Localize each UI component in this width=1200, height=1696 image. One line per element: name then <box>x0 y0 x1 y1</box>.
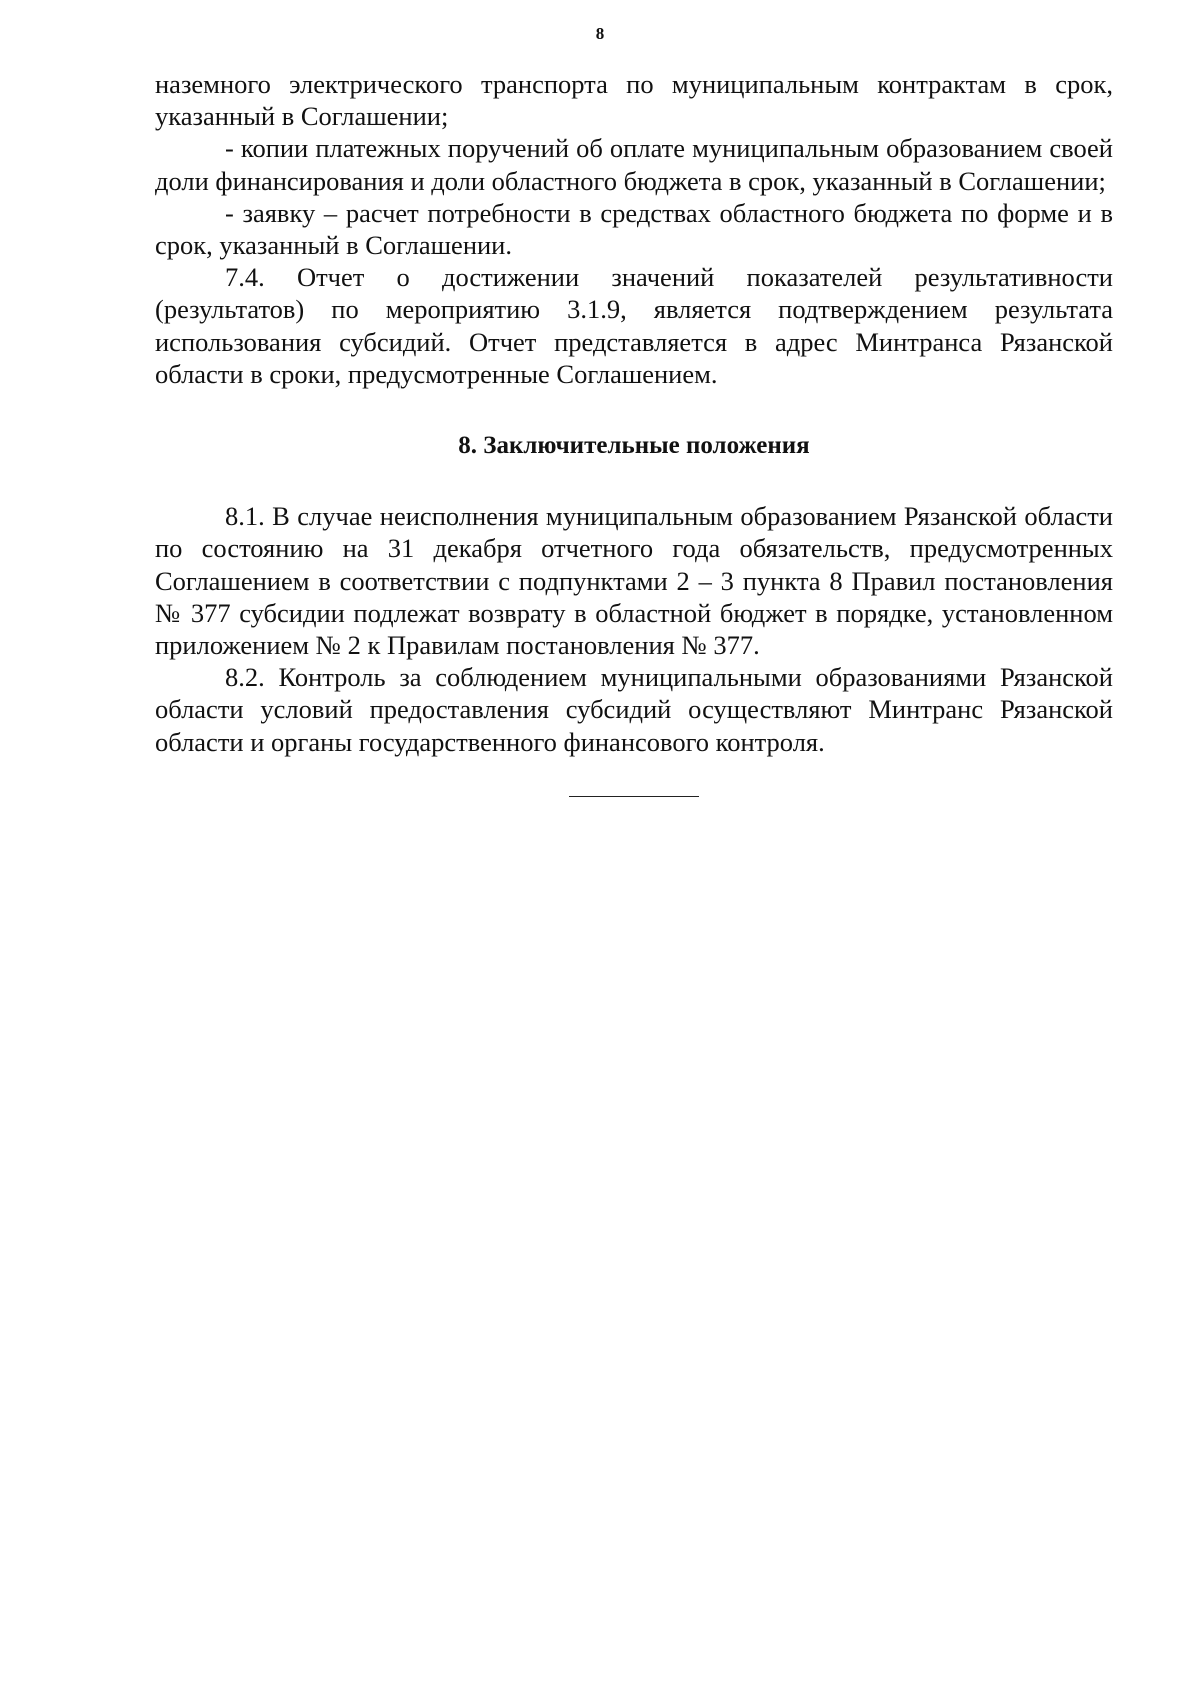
end-of-document-rule <box>569 796 699 797</box>
paragraph-clause-7-4: 7.4. Отчет о достижении значений показателей результативности (результатов) по мероприятию 3.1.9, является подтверждением результата использования субсидий. Отчет представляется в адрес Минтранса Рязанской области в сроки, предусмотренные Соглашением. <box>155 262 1113 389</box>
paragraph-clause-8-1: 8.1. В случае неисполнения муниципальным образованием Рязанской области по состоянию на 31 декабря отчетного года обязательств, предусмотренных Соглашением в соответствии с подпунктами 2 – 3 пункта 8 Правил постановления № 377 субсидии подлежат возврату в областной бюджет в порядке, установленном приложением № 2 к Правилам постановления № 377. <box>155 501 1113 661</box>
paragraph-clause-8-2: 8.2. Контроль за соблюдением муниципальными образованиями Рязанской области условий предоставления субсидий осуществляют Минтранс Рязанской области и органы государственного финансового контроля. <box>155 662 1113 757</box>
paragraph-continuation: наземного электрического транспорта по муниципальным контрактам в срок, указанный в Соглашении; <box>155 69 1113 132</box>
section-title: 8. Заключительные положения <box>458 432 810 460</box>
paragraph-bullet-payment-orders: - копии платежных поручений об оплате муниципальным образованием своей доли финансирования и доли областного бюджета в срок, указанный в Соглашении; <box>155 133 1113 196</box>
page-number: 8 <box>595 24 605 43</box>
document-body <box>155 68 1113 797</box>
paragraph-bullet-application: - заявку – расчет потребности в средствах областного бюджета по форме и в срок, указанный в Соглашении. <box>155 197 1113 261</box>
